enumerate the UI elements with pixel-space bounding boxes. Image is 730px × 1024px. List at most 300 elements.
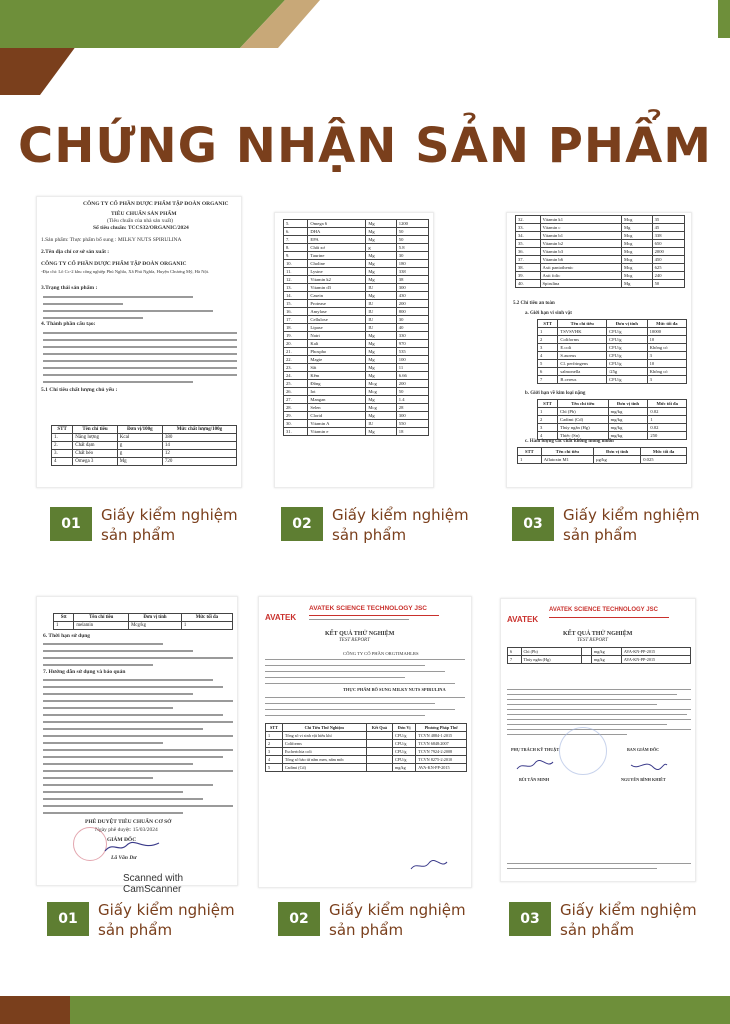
table-cell: Casein <box>308 292 366 300</box>
caption-text: Giấy kiểm nghiệm sản phẩm <box>560 901 697 939</box>
certificate-doc-6 <box>500 598 696 882</box>
table-cell <box>366 748 392 756</box>
table-cell: Sắt <box>308 364 366 372</box>
table-header: STT <box>52 426 73 434</box>
table-header: Tên chỉ tiêu <box>558 400 609 408</box>
table-row <box>538 368 687 376</box>
certificate-doc-1 <box>36 196 242 488</box>
table-cell: /25g <box>607 368 648 376</box>
table-row <box>516 224 685 232</box>
table-cell: Mg <box>366 412 396 420</box>
table-cell: E.coli <box>558 344 607 352</box>
table-header: Đơn vị tính <box>608 400 648 408</box>
doc3-myco-table <box>517 447 687 464</box>
table-cell: Mg <box>366 268 396 276</box>
table-row <box>516 280 685 288</box>
table-row <box>284 308 429 316</box>
table-cell: 1200 <box>396 220 428 228</box>
table-cell: 11. <box>284 268 308 276</box>
table-cell <box>582 648 592 656</box>
table-cell: EPA <box>308 236 366 244</box>
doc4-date: Ngày phê duyệt: 15/03/2024 <box>95 827 158 833</box>
doc3-metal-sub: b. Giới hạn về kim loại nặng <box>525 391 586 396</box>
table-cell: 50 <box>652 280 684 288</box>
table-cell: 2 <box>538 416 558 424</box>
table-cell: CFU/g <box>607 360 648 368</box>
table-row: 4 Omega 3 Mg 720 <box>52 458 237 466</box>
signature-icon <box>515 759 555 773</box>
table-cell <box>366 732 392 740</box>
table-cell: Mcg <box>622 240 653 248</box>
table-cell: CFU/g <box>607 344 648 352</box>
table-cell: TCVN 7924-2:2008 <box>416 748 467 756</box>
table-cell: Vitamin b3 <box>540 248 622 256</box>
table-cell: 240 <box>652 272 684 280</box>
caption-text: Giấy kiểm nghiệm sản phẩm <box>98 901 235 939</box>
table-cell: Vitamin c <box>540 224 622 232</box>
table-header: Mức tối đa <box>181 614 232 622</box>
table-cell: 35. <box>516 240 541 248</box>
table-cell: 30 <box>396 252 428 260</box>
caption-number: 01 <box>50 507 92 541</box>
table-row <box>538 360 687 368</box>
table-cell: 30 <box>396 316 428 324</box>
doc4-signer: Lã Văn Dư <box>111 855 137 861</box>
table-row <box>508 656 691 664</box>
table-row <box>284 404 429 412</box>
table-header: Đơn Vị <box>393 724 416 732</box>
table-row <box>284 252 429 260</box>
table-cell: Mcg <box>622 264 653 272</box>
table-cell: mg/kg <box>591 656 621 664</box>
table-cell: Tổng số vi sinh vật hiếu khí <box>282 732 366 740</box>
table-cell: 28. <box>284 404 308 412</box>
table-cell: 18. <box>284 324 308 332</box>
table-cell: 1 <box>538 408 558 416</box>
table-cell: Mcg <box>622 248 653 256</box>
table-cell <box>366 756 392 764</box>
doc1-std-sub: (Tiêu chuẩn của nhà sản xuất) <box>107 218 173 224</box>
table-cell: Chì (Pb) <box>521 648 582 656</box>
table-cell: Phospho <box>308 348 366 356</box>
table-cell <box>582 656 592 664</box>
table-row <box>518 456 687 464</box>
table-cell: 22. <box>284 356 308 364</box>
table-row <box>516 272 685 280</box>
table-cell: Mcg <box>366 380 396 388</box>
certificate-doc-5 <box>258 596 472 888</box>
table-row <box>284 340 429 348</box>
page-title: CHỨNG NHẬN SẢN PHẨM <box>17 118 713 174</box>
doc6-test-table <box>507 647 691 664</box>
table-cell: 38. <box>516 264 541 272</box>
table-cell: Mcg <box>622 272 653 280</box>
table-cell: S.aureus <box>558 352 607 360</box>
table-cell: Mg <box>366 276 396 284</box>
stamp-icon <box>559 727 607 775</box>
table-cell: 10 <box>647 336 686 344</box>
table-cell: Cadimi (Cd) <box>558 416 609 424</box>
table-cell: Lipase <box>308 324 366 332</box>
doc1-table-title: 5.1 Chỉ tiêu chất lượng chủ yếu : <box>41 387 118 393</box>
table-cell: 10. <box>284 260 308 268</box>
table-row <box>516 256 685 264</box>
table-cell: IU <box>366 300 396 308</box>
table-row <box>284 236 429 244</box>
table-cell: Spirulina <box>540 280 622 288</box>
table-cell: Axit pantothenic <box>540 264 622 272</box>
doc4-approve: PHÊ DUYỆT TIÊU CHUẨN CƠ SỞ <box>85 819 172 825</box>
table-cell: 338 <box>396 268 428 276</box>
table-cell: Mcg/kg <box>129 622 182 630</box>
table-cell: Mg <box>622 280 653 288</box>
table-cell: 3 <box>647 352 686 360</box>
table-cell: 23. <box>284 364 308 372</box>
table-cell: CFU/g <box>393 756 416 764</box>
table-cell: 1 <box>54 622 74 630</box>
doc1-product: 1.Sản phẩm: Thực phẩm bổ sung : MILKY NUTS SPIRULINA <box>41 237 182 243</box>
table-cell: Mg <box>366 372 396 380</box>
table-row: 3. Chất béo g 12 <box>52 450 237 458</box>
doc5-company: CÔNG TY CỔ PHẦN ORGTIMAHLRS <box>343 651 419 656</box>
table-cell: Escherichia coli <box>282 748 366 756</box>
table-cell: CFU/g <box>607 336 648 344</box>
table-cell: 5 <box>538 360 558 368</box>
table-row <box>284 420 429 428</box>
table-row <box>516 248 685 256</box>
table-cell: 30. <box>284 420 308 428</box>
table-header: Đơn vị tính <box>594 448 641 456</box>
table-header: Đơn vị/100g <box>117 426 162 434</box>
table-row <box>538 344 687 352</box>
table-cell: AVA-KN-PP-2015 <box>416 764 467 772</box>
table-cell: 28 <box>396 404 428 412</box>
certificate-doc-2 <box>274 212 434 488</box>
table-header: Tên chỉ tiêu <box>73 426 118 434</box>
table-row <box>284 244 429 252</box>
table-cell: 37. <box>516 256 541 264</box>
table-cell: Axit folic <box>540 272 622 280</box>
table-cell: 300 <box>396 284 428 292</box>
table-cell: 338 <box>652 232 684 240</box>
table-row <box>284 428 429 436</box>
table-cell: salmonella <box>558 368 607 376</box>
table-cell: 35 <box>652 216 684 224</box>
doc1-sensory: 3.Trạng thái sản phẩm : <box>41 285 98 291</box>
table-cell: Thủy ngân (Hg) <box>521 656 582 664</box>
table-row <box>284 348 429 356</box>
table-row <box>266 756 467 764</box>
doc6-heading: KẾT QUẢ THỬ NGHIỆM <box>563 631 633 637</box>
table-cell: 40 <box>396 324 428 332</box>
table-cell: IU <box>366 284 396 292</box>
table-cell: 50 <box>396 228 428 236</box>
table-cell: IU <box>366 308 396 316</box>
table-cell: 19. <box>284 332 308 340</box>
table-cell: CFU/g <box>607 328 648 336</box>
table-row <box>516 216 685 224</box>
doc6-logo: AVATEK <box>507 615 539 624</box>
table-header: STT <box>538 400 558 408</box>
table-cell: 7 <box>538 376 558 384</box>
table-row <box>284 380 429 388</box>
table-cell: Chì (Pb) <box>558 408 609 416</box>
table-cell: Mg <box>366 396 396 404</box>
table-cell: 4 <box>266 756 283 764</box>
table-cell: Vitamin e <box>308 428 366 436</box>
table-row <box>284 396 429 404</box>
table-cell: 3 <box>538 344 558 352</box>
table-cell: 200 <box>396 300 428 308</box>
table-cell: 9. <box>284 252 308 260</box>
scanned-watermark: Scanned with CamScanner <box>123 873 184 895</box>
caption-text: Giấy kiểm nghiệm sản phẩm <box>329 901 466 939</box>
table-header: Mức tối đa <box>647 320 686 328</box>
table-cell: 250 <box>648 432 687 440</box>
table-row <box>266 748 467 756</box>
table-cell: CFU/g <box>607 376 648 384</box>
table-cell: TSVSVHK <box>558 328 607 336</box>
table-cell: 970 <box>396 340 428 348</box>
table-header: Phương Pháp Thử <box>416 724 467 732</box>
caption-number: 02 <box>281 507 323 541</box>
table-cell: 200 <box>396 380 428 388</box>
table-cell: 1 <box>266 732 283 740</box>
doc6-left-sign-name: BÙI TÂN MINH <box>519 777 550 782</box>
table-cell: g <box>366 244 396 252</box>
table-cell: 6 <box>508 648 522 656</box>
table-cell <box>366 764 392 772</box>
table-cell: 4 <box>538 352 558 360</box>
table-cell: Coliforms <box>558 336 607 344</box>
table-row: 1. Năng lượng Kcal 380 <box>52 434 237 442</box>
table-header: STT <box>538 320 558 328</box>
table-row <box>284 364 429 372</box>
table-cell: Mg <box>366 236 396 244</box>
table-row <box>538 328 687 336</box>
table-cell: 45 <box>652 224 684 232</box>
table-cell: Chất xơ <box>308 244 366 252</box>
doc1-ing-title: 4. Thành phần cấu tạo: <box>41 321 96 327</box>
caption-number: 01 <box>47 902 89 936</box>
table-cell: Cadimi (Cd) <box>282 764 366 772</box>
doc1-std-no: Số tiêu chuẩn: TCCS32/ORGANIC/2024 <box>93 225 189 231</box>
table-cell <box>366 740 392 748</box>
table-cell: 450 <box>652 256 684 264</box>
table-cell: Đồng <box>308 380 366 388</box>
table-cell: 5.8 <box>396 244 428 252</box>
table-cell: Mg <box>366 228 396 236</box>
table-cell: Mg <box>366 348 396 356</box>
table-cell: TCVN 8275-2:2010 <box>416 756 467 764</box>
table-cell: Mg <box>366 428 396 436</box>
table-cell: 16. <box>284 308 308 316</box>
table-cell: Vitamin k1 <box>540 216 622 224</box>
table-row <box>284 228 429 236</box>
table-cell: 4 <box>538 432 558 440</box>
table-cell: 18 <box>396 428 428 436</box>
table-cell: µg/kg <box>594 456 641 464</box>
table-cell: 15. <box>284 300 308 308</box>
table-cell: Coliforms <box>282 740 366 748</box>
table-row <box>266 732 467 740</box>
table-cell: TCVN 4884-1:2015 <box>416 732 467 740</box>
table-row <box>284 332 429 340</box>
table-cell: mg/kg <box>608 416 648 424</box>
doc6-right-sign-name: NGUYỄN BÌNH KHIÊT <box>621 777 666 782</box>
table-header: Chỉ Tiêu Thử Nghiệm <box>282 724 366 732</box>
table-cell: 7 <box>508 656 522 664</box>
doc4-head-6: 6. Thời hạn sử dụng <box>43 633 91 639</box>
table-cell: IU <box>366 324 396 332</box>
table-cell: Cl. perfringens <box>558 360 607 368</box>
caption-number: 03 <box>512 507 554 541</box>
table-cell: 12. <box>284 276 308 284</box>
table-cell: Selen <box>308 404 366 412</box>
table-cell: 21. <box>284 348 308 356</box>
table-cell: 2 <box>266 740 283 748</box>
doc4-head-7: 7. Hướng dẫn sử dụng và bảo quản <box>43 669 126 675</box>
table-cell: IU <box>366 420 396 428</box>
table-row <box>284 292 429 300</box>
table-cell: 31. <box>284 428 308 436</box>
certificate-doc-4 <box>36 596 238 895</box>
table-header: Đơn vị tính <box>129 614 182 622</box>
caption-number: 02 <box>278 902 320 936</box>
doc1-std-title: TIÊU CHUẨN SẢN PHẨM <box>111 211 177 217</box>
table-cell: Mg <box>622 224 653 232</box>
table-cell: Vitamin k2 <box>308 276 366 284</box>
table-cell: 180 <box>396 260 428 268</box>
table-cell: Iot <box>308 388 366 396</box>
table-cell: 6 <box>538 368 558 376</box>
bottom-decoration <box>0 996 730 1024</box>
table-cell: Cellulose <box>308 316 366 324</box>
table-cell: 10 <box>647 360 686 368</box>
table-cell: Protease <box>308 300 366 308</box>
doc6-brand: AVATEK SCIENCE TECHNOLOGY JSC <box>549 607 658 613</box>
table-cell: Magie <box>308 356 366 364</box>
table-cell: Mg <box>366 340 396 348</box>
table-cell: Mg <box>366 332 396 340</box>
caption-number: 03 <box>509 902 551 936</box>
table-header: Đơn vị tính <box>607 320 648 328</box>
table-cell: mg/kg <box>608 408 648 416</box>
table-cell: 14. <box>284 292 308 300</box>
doc3-myco-sub: c. Hàm lượng các chất không mong muốn <box>525 439 614 444</box>
table-cell: 11 <box>396 364 428 372</box>
table-row <box>54 622 233 630</box>
table-cell: Mcg <box>622 256 653 264</box>
table-cell: Taurine <box>308 252 366 260</box>
table-cell: Không có <box>647 344 686 352</box>
table-row <box>284 412 429 420</box>
table-cell: B.cereus <box>558 376 607 384</box>
table-cell: 100 <box>396 356 428 364</box>
table-row <box>538 424 687 432</box>
table-cell: mg/kg <box>608 424 648 432</box>
table-cell: 1.4 <box>396 396 428 404</box>
table-cell: 3 <box>266 748 283 756</box>
doc3-micro-table <box>537 319 687 384</box>
signature-icon <box>409 859 449 873</box>
doc6-right-sign-title: BAN GIÁM ĐỐC <box>627 747 660 752</box>
table-cell: Mg <box>366 356 396 364</box>
table-cell: 20. <box>284 340 308 348</box>
table-cell: 40. <box>516 280 541 288</box>
table-row: 2. Chất đạm g 14 <box>52 442 237 450</box>
table-cell: CFU/g <box>393 740 416 748</box>
table-cell: AVA-KN-PP-2015 <box>621 656 690 664</box>
table-row <box>284 324 429 332</box>
table-cell: 330 <box>396 332 428 340</box>
table-header: Tên chỉ tiêu <box>74 614 129 622</box>
table-cell: mg/kg <box>608 432 648 440</box>
table-cell: Omega 6 <box>308 220 366 228</box>
table-cell: 625 <box>652 264 684 272</box>
doc5-logo: AVATEK <box>265 613 297 622</box>
table-cell: Thủy ngân (Hg) <box>558 424 609 432</box>
signature-icon <box>103 839 163 855</box>
table-cell: 27. <box>284 396 308 404</box>
table-cell: Mg <box>366 220 396 228</box>
table-row <box>284 372 429 380</box>
table-header: Kết Quả <box>366 724 392 732</box>
doc3-metal-table <box>537 399 687 440</box>
doc3-micro-sub: a. Giới hạn vi sinh vật <box>525 311 572 316</box>
table-row <box>516 240 685 248</box>
table-cell: 34. <box>516 232 541 240</box>
table-cell: Mg <box>366 364 396 372</box>
table-cell: Amylase <box>308 308 366 316</box>
table-row <box>538 336 687 344</box>
table-row <box>284 284 429 292</box>
table-cell: 8. <box>284 244 308 252</box>
table-row <box>284 260 429 268</box>
table-cell: mg/kg <box>393 764 416 772</box>
table-cell: Vitamin b2 <box>540 240 622 248</box>
table-header: Mức tối đa <box>641 448 687 456</box>
doc1-owner: 2.Tên địa chỉ cơ sở sản xuất : <box>41 249 110 255</box>
table-cell: 5. <box>284 220 308 228</box>
table-cell: 550 <box>396 420 428 428</box>
table-cell: 0.02 <box>648 424 687 432</box>
table-cell: 25. <box>284 380 308 388</box>
table-row <box>538 416 687 424</box>
table-cell: Không có <box>647 368 686 376</box>
table-cell: CFU/g <box>393 748 416 756</box>
table-row <box>516 264 685 272</box>
table-header: Stt <box>54 614 74 622</box>
table-cell: Vitamin d3 <box>308 284 366 292</box>
table-cell: Mcg <box>366 404 396 412</box>
table-header: Tên chỉ tiêu <box>558 320 607 328</box>
table-header: STT <box>518 448 542 456</box>
table-row <box>538 408 687 416</box>
doc4-melamin-table <box>53 613 233 630</box>
doc1-quality-table <box>51 425 237 466</box>
table-cell: Mcg <box>366 388 396 396</box>
table-row <box>284 268 429 276</box>
table-cell: 0.025 <box>641 456 687 464</box>
table-cell: Kẽm <box>308 372 366 380</box>
table-cell: IU <box>366 316 396 324</box>
table-cell: 430 <box>396 292 428 300</box>
doc4-director: GIÁM ĐỐC <box>107 837 137 843</box>
table-row <box>284 388 429 396</box>
doc3-micro-title: 5.2 Chỉ tiêu an toàn <box>513 301 555 306</box>
table-cell: 26. <box>284 388 308 396</box>
